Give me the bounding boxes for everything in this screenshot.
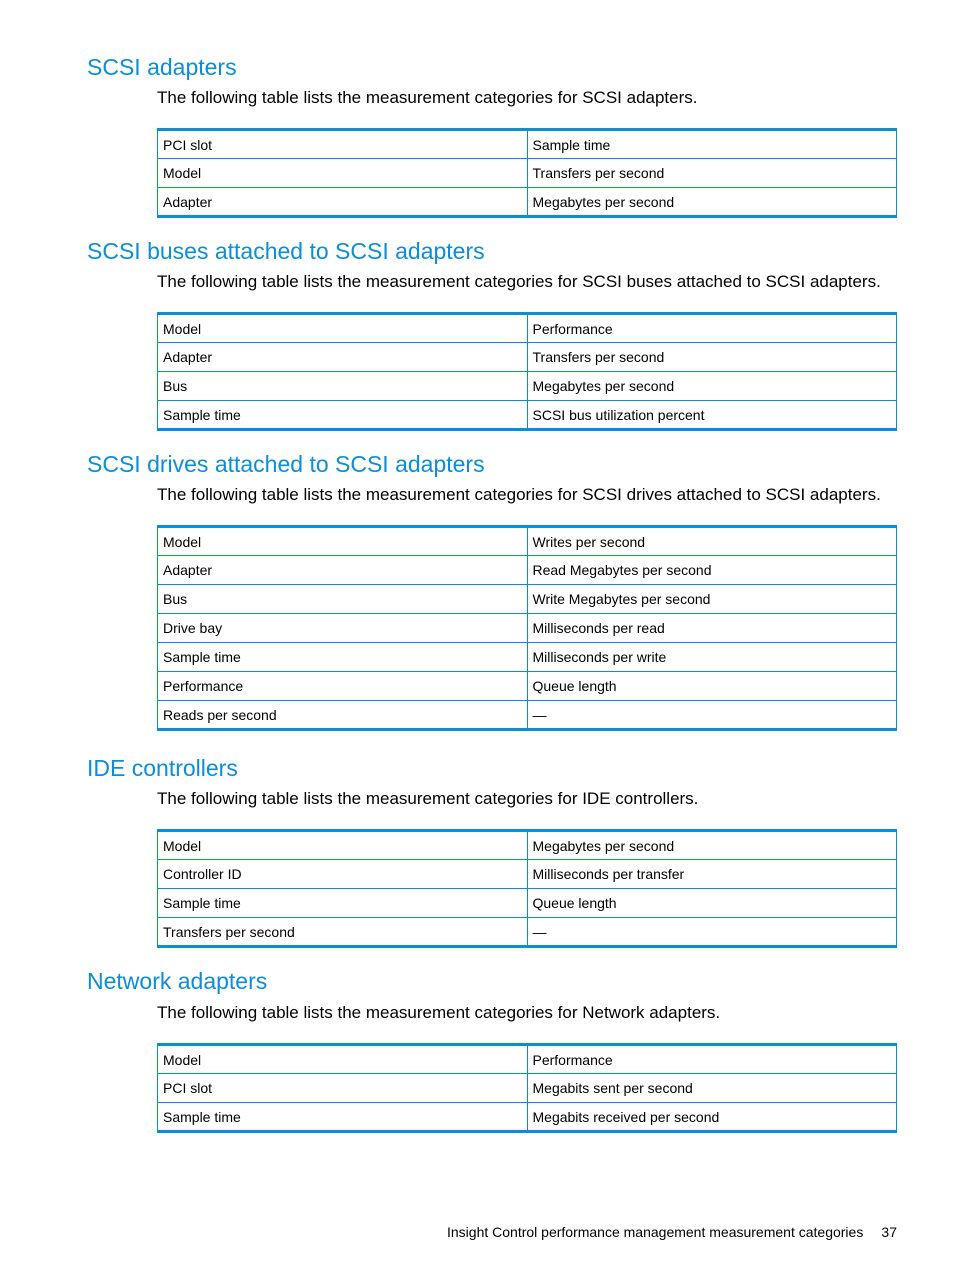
table-cell: Megabytes per second xyxy=(527,831,897,860)
table-cell: Queue length xyxy=(527,889,897,918)
section-intro: The following table lists the measurement categories for Network adapters. xyxy=(157,1003,721,1022)
table-row xyxy=(158,831,897,860)
table-row xyxy=(158,556,897,585)
measurement-table xyxy=(157,525,897,731)
table-cell: Sample time xyxy=(158,1103,528,1132)
measurement-table xyxy=(157,1043,897,1133)
table-cell: Megabits sent per second xyxy=(527,1074,897,1103)
table-cell: Sample time xyxy=(158,889,528,918)
table-cell: Adapter xyxy=(158,343,528,372)
table-row xyxy=(158,643,897,672)
table-cell: PCI slot xyxy=(158,130,528,159)
table-cell: Performance xyxy=(527,314,897,343)
table-row xyxy=(158,860,897,889)
table-cell: Model xyxy=(158,1045,528,1074)
section-title: SCSI drives attached to SCSI adapters xyxy=(87,451,485,477)
table-cell: Milliseconds per read xyxy=(527,614,897,643)
table-row xyxy=(158,314,897,343)
table-cell: Model xyxy=(158,527,528,556)
section-intro: The following table lists the measurement categories for SCSI adapters. xyxy=(157,88,698,107)
table-cell: Controller ID xyxy=(158,860,528,889)
table-row xyxy=(158,159,897,188)
table-cell: — xyxy=(527,701,897,730)
table-cell: Read Megabytes per second xyxy=(527,556,897,585)
section-title: SCSI buses attached to SCSI adapters xyxy=(87,238,485,264)
footer-chapter-title: Insight Control performance management measurement categories xyxy=(447,1224,864,1240)
table-cell: Model xyxy=(158,831,528,860)
table-row xyxy=(158,1045,897,1074)
table-cell: Model xyxy=(158,159,528,188)
section-intro: The following table lists the measurement categories for IDE controllers. xyxy=(157,789,699,808)
table-cell: Model xyxy=(158,314,528,343)
table-row xyxy=(158,918,897,947)
table-cell: Drive bay xyxy=(158,614,528,643)
table-row xyxy=(158,372,897,401)
table-cell: Performance xyxy=(527,1045,897,1074)
table-cell: Transfers per second xyxy=(527,343,897,372)
section-intro: The following table lists the measurement categories for SCSI drives attached to SCSI adapters. xyxy=(157,485,881,504)
table-cell: Bus xyxy=(158,585,528,614)
page-number: 37 xyxy=(881,1224,897,1240)
section-title: SCSI adapters xyxy=(87,54,237,80)
section-intro: The following table lists the measurement categories for SCSI buses attached to SCSI adapters. xyxy=(157,272,881,291)
table-row xyxy=(158,527,897,556)
table-cell: Milliseconds per write xyxy=(527,643,897,672)
table-cell: SCSI bus utilization percent xyxy=(527,401,897,430)
table-cell: Queue length xyxy=(527,672,897,701)
section-title: IDE controllers xyxy=(87,755,238,781)
table-row xyxy=(158,701,897,730)
table-row xyxy=(158,614,897,643)
measurement-table xyxy=(157,829,897,948)
table-cell: Megabytes per second xyxy=(527,372,897,401)
table-row xyxy=(158,343,897,372)
table-row xyxy=(158,889,897,918)
table-row xyxy=(158,188,897,217)
page-footer xyxy=(447,1222,897,1242)
table-cell: Adapter xyxy=(158,556,528,585)
table-cell: Megabits received per second xyxy=(527,1103,897,1132)
table-row xyxy=(158,1103,897,1132)
table-cell: — xyxy=(527,918,897,947)
table-cell: Milliseconds per transfer xyxy=(527,860,897,889)
measurement-table xyxy=(157,312,897,431)
table-cell: Performance xyxy=(158,672,528,701)
table-cell: Sample time xyxy=(527,130,897,159)
table-row xyxy=(158,130,897,159)
table-cell: PCI slot xyxy=(158,1074,528,1103)
table-cell: Bus xyxy=(158,372,528,401)
table-cell: Reads per second xyxy=(158,701,528,730)
table-cell: Adapter xyxy=(158,188,528,217)
table-row xyxy=(158,672,897,701)
table-cell: Sample time xyxy=(158,401,528,430)
table-row xyxy=(158,585,897,614)
section-title: Network adapters xyxy=(87,968,268,994)
table-cell: Write Megabytes per second xyxy=(527,585,897,614)
measurement-table xyxy=(157,128,897,218)
table-row xyxy=(158,1074,897,1103)
table-cell: Writes per second xyxy=(527,527,897,556)
table-cell: Transfers per second xyxy=(527,159,897,188)
table-cell: Megabytes per second xyxy=(527,188,897,217)
table-cell: Sample time xyxy=(158,643,528,672)
table-cell: Transfers per second xyxy=(158,918,528,947)
table-row xyxy=(158,401,897,430)
